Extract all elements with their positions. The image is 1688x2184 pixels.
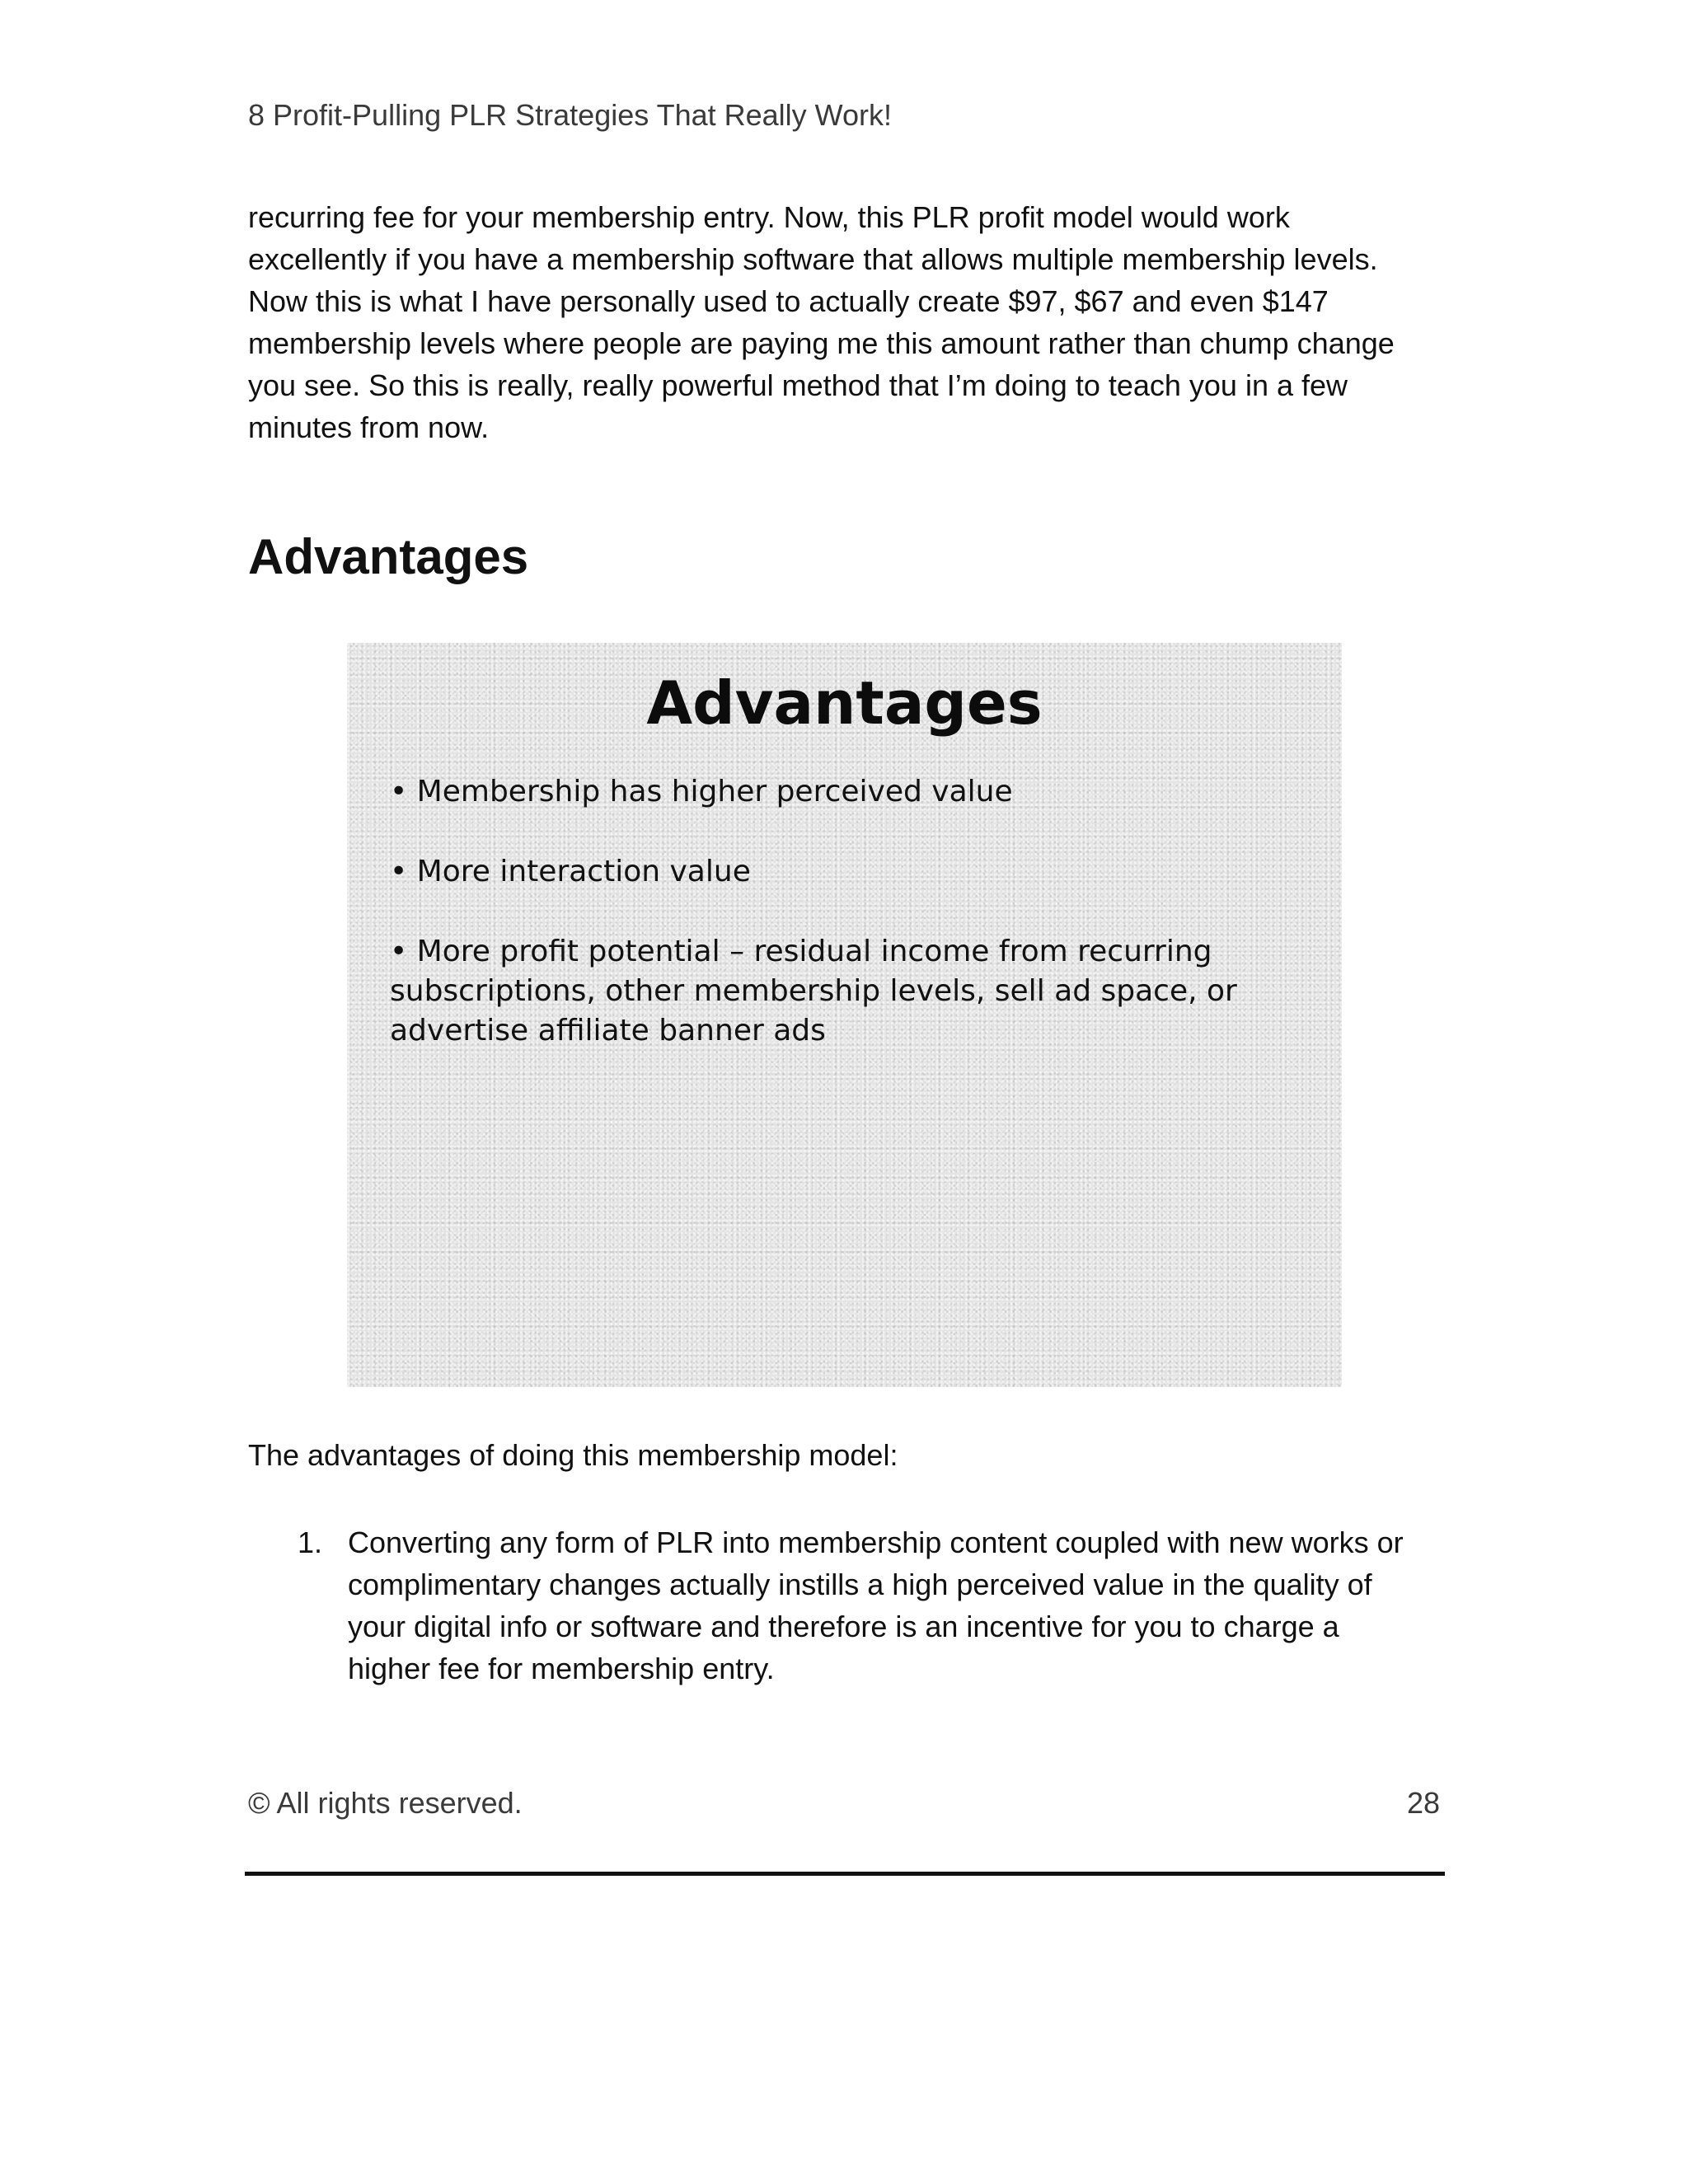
paragraph-line: minutes from now. xyxy=(248,410,490,444)
list-item-number: 1. xyxy=(298,1526,323,1559)
footer-rights: © All rights reserved. xyxy=(248,1786,523,1820)
slide-bullet-line: advertise affiliate banner ads xyxy=(390,1014,826,1047)
slide-bullet-line: • More interaction value xyxy=(390,855,751,888)
slide-bullet xyxy=(390,772,1296,812)
paragraph-line: Now this is what I have personally used to actually create $97, $67 and even $147 xyxy=(248,284,1329,318)
slide-image xyxy=(347,643,1342,1387)
running-header: 8 Profit-Pulling PLR Strategies That Really Work! xyxy=(248,98,892,132)
paragraph-line: you see. So this is really, really powerful method that I’m doing to teach you in a few xyxy=(248,368,1348,402)
list-item-line: complimentary changes actually instills a high perceived value in the quality of xyxy=(348,1568,1372,1601)
slide-bullet-line: subscriptions, other membership levels, sell ad space, or xyxy=(390,974,1237,1008)
list-item-line: Converting any form of PLR into membership content coupled with new works or xyxy=(348,1526,1404,1559)
slide-title: Advantages xyxy=(646,668,1043,738)
list-item xyxy=(248,1521,1451,1690)
list-item-line: higher fee for membership entry. xyxy=(348,1652,775,1685)
list-item-line: your digital info or software and therefore is an incentive for you to charge a xyxy=(348,1610,1339,1643)
numbered-list xyxy=(248,1521,1451,1690)
section-heading: Advantages xyxy=(248,529,529,584)
slide-bullet-list xyxy=(390,772,1296,1091)
paragraph-line: recurring fee for your membership entry. Now, this PLR profit model would work xyxy=(248,200,1290,234)
slide-bullet xyxy=(390,852,1296,892)
slide-bullet-line: • More profit potential – residual income from recurring xyxy=(390,935,1212,968)
slide-bullet-line: • Membership has higher perceived value xyxy=(390,775,1013,808)
intro-paragraph xyxy=(248,196,1451,448)
list-item-text xyxy=(348,1521,1451,1690)
footer-divider xyxy=(245,1872,1445,1876)
paragraph-line: membership levels where people are paying me this amount rather than chump change xyxy=(248,326,1395,360)
slide-bullet xyxy=(390,932,1296,1051)
advantages-intro: The advantages of doing this membership model: xyxy=(248,1438,898,1472)
page-number: 28 xyxy=(1406,1786,1440,1820)
paragraph-line: excellently if you have a membership software that allows multiple membership levels. xyxy=(248,242,1378,276)
